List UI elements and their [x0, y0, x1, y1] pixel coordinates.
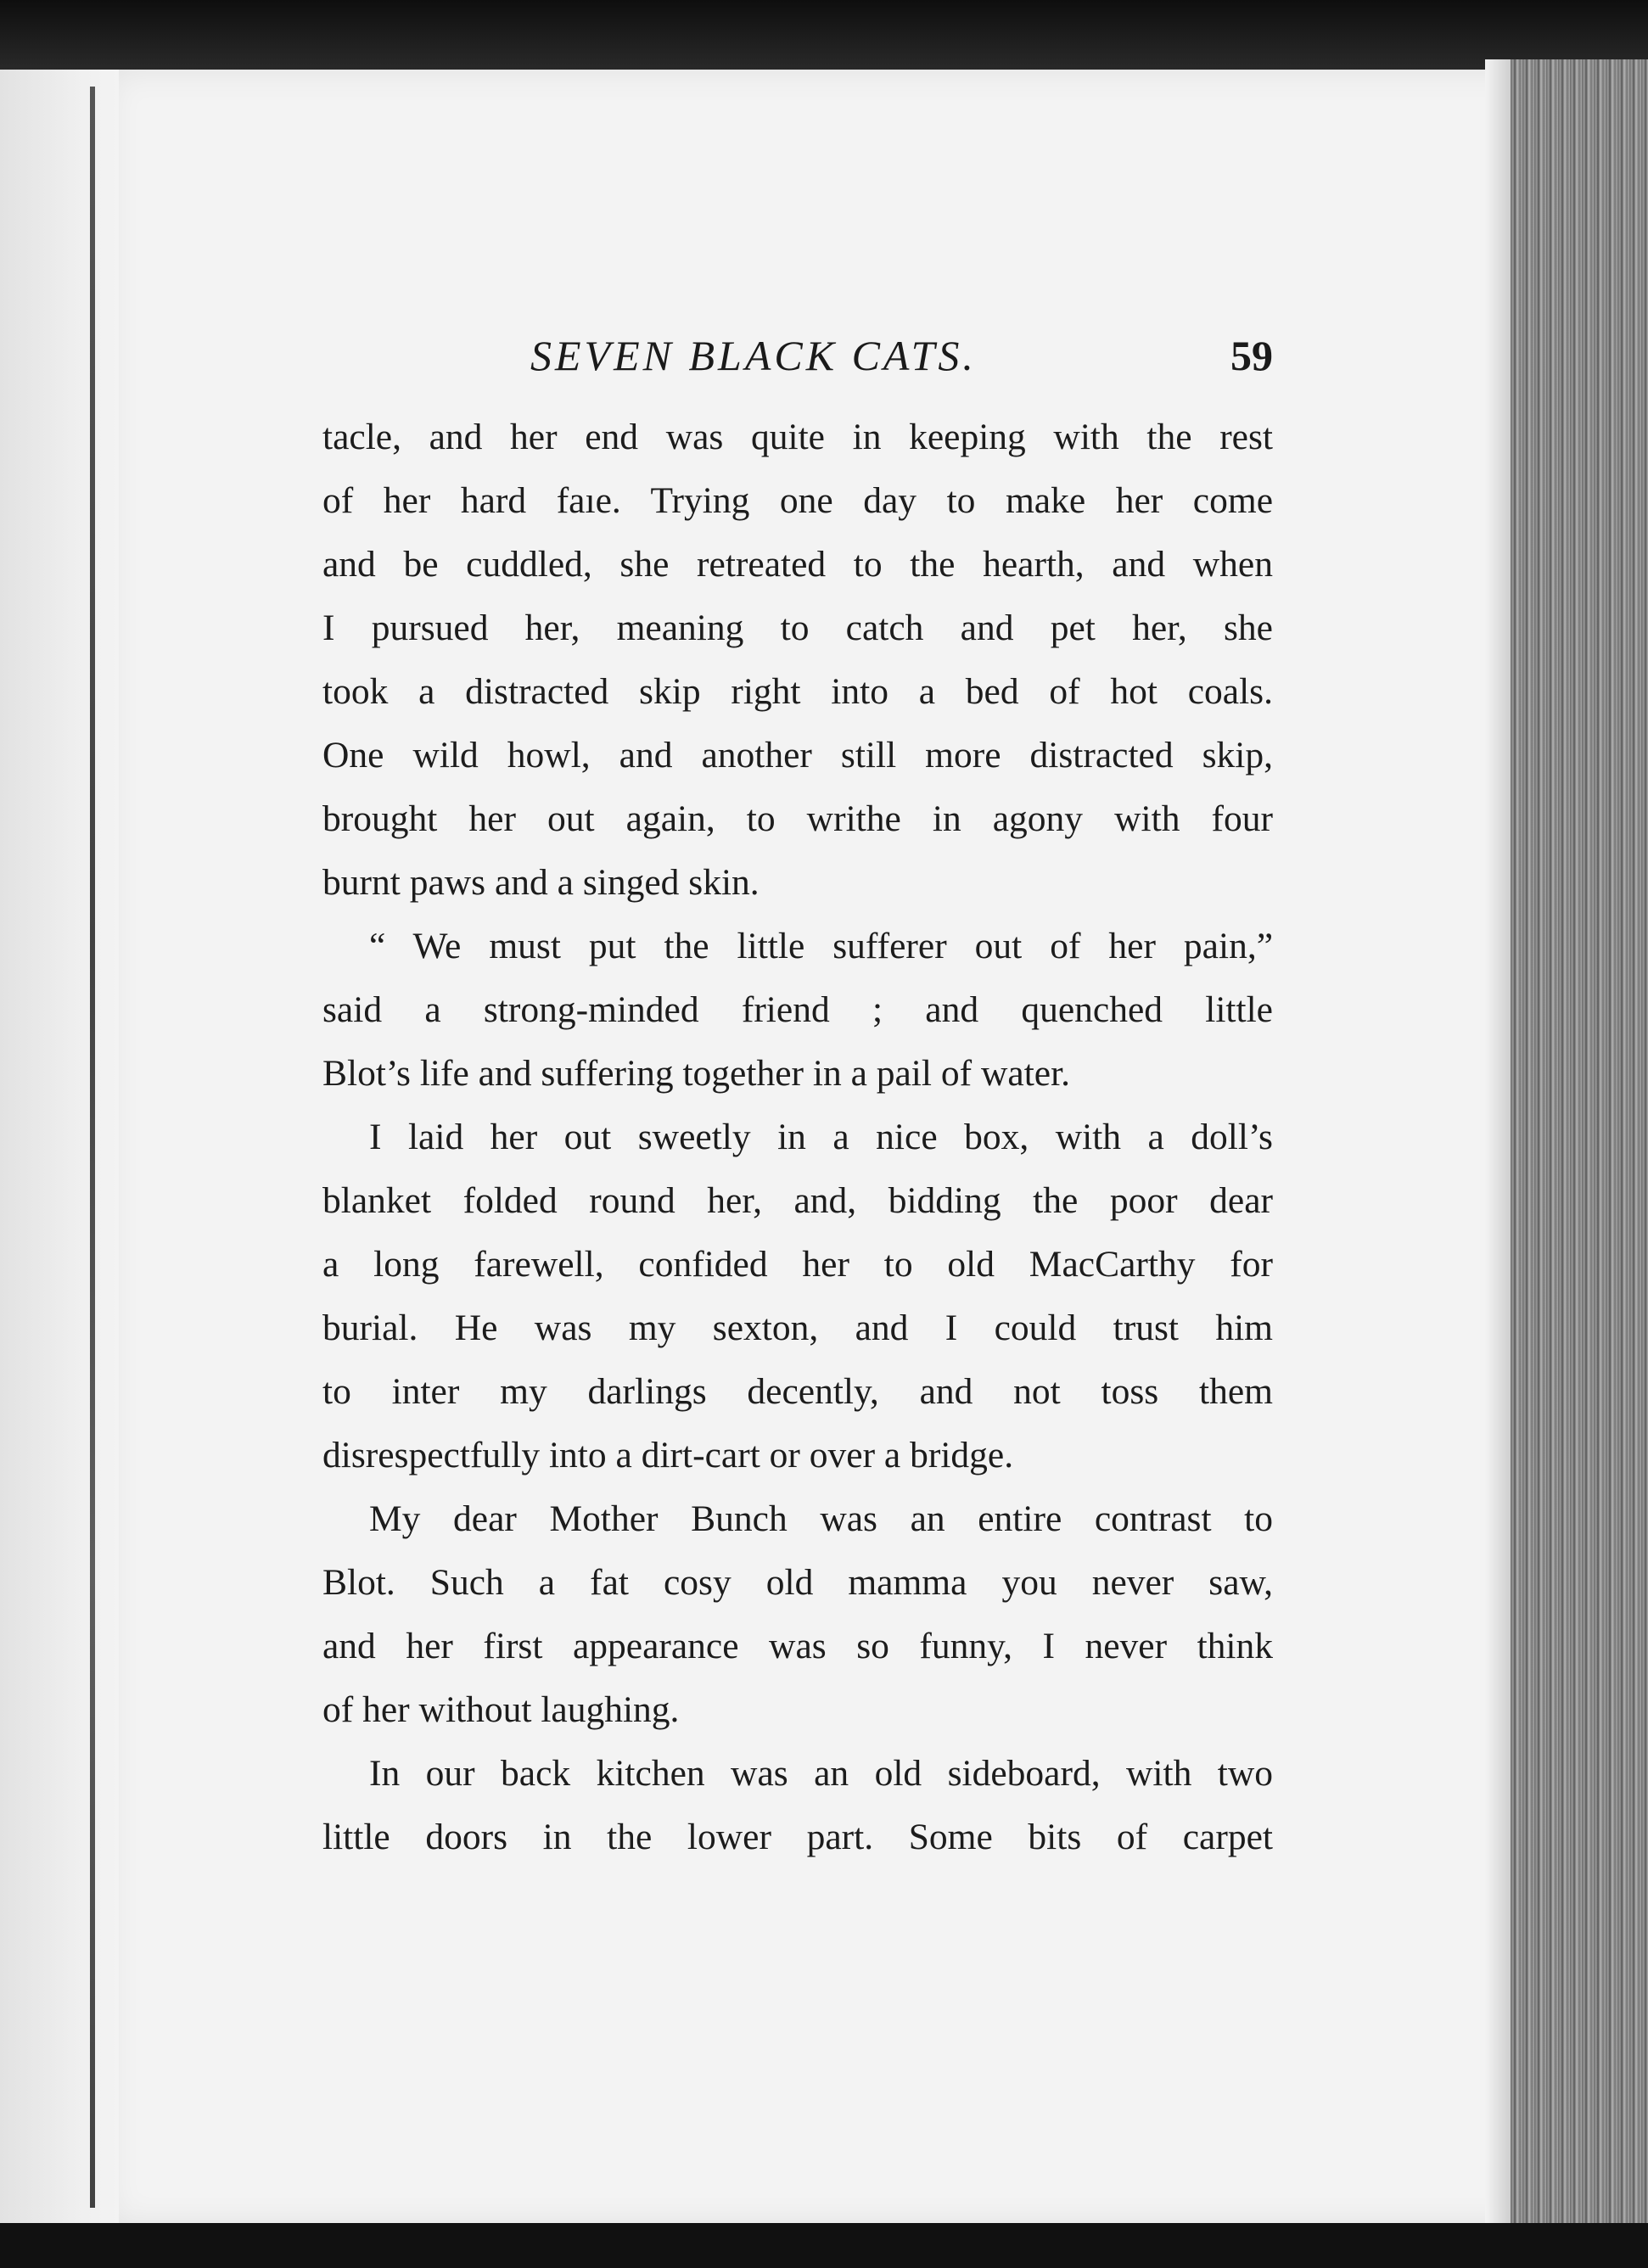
- scan-top-border: [0, 0, 1648, 72]
- text-line: of her without laughing.: [322, 1689, 680, 1730]
- text-line: Blot. Such a fat cosy old mamma you never saw,: [322, 1562, 1273, 1603]
- text-line: burial. He was my sexton, and I could trust him: [322, 1308, 1273, 1348]
- text-line: took a distracted skip right into a bed of hot coals.: [322, 671, 1273, 712]
- text-line: brought her out again, to writhe in agony with four: [322, 798, 1273, 839]
- scan-bottom-border: [0, 2223, 1648, 2268]
- text-line: tacle, and her end was quite in keeping with the rest: [322, 417, 1273, 457]
- text-line: a long farewell, confided her to old MacCarthy for: [322, 1244, 1273, 1285]
- text-line: One wild howl, and another still more distracted skip,: [322, 735, 1273, 776]
- text-line: I laid her out sweetly in a nice box, with a doll’s: [369, 1117, 1273, 1157]
- text-line: to inter my darlings decently, and not toss them: [322, 1371, 1273, 1412]
- text-line: burnt paws and a singed skin.: [322, 862, 760, 903]
- running-title: SEVEN BLACK CATS.: [530, 332, 977, 379]
- page-header: [322, 331, 1273, 390]
- text-line: I pursued her, meaning to catch and pet her, she: [322, 608, 1273, 648]
- text-line: blanket folded round her, and, bidding the poor dear: [322, 1180, 1273, 1221]
- text-line: “ We must put the little sufferer out of her pain,”: [369, 926, 1273, 966]
- text-line: of her hard faıe. Trying one day to make her come: [322, 480, 1273, 521]
- text-line: and her first appearance was so funny, I never think: [322, 1626, 1273, 1666]
- text-line: Blot’s life and suffering together in a pail of water.: [322, 1053, 1071, 1094]
- text-line: little doors in the lower part. Some bits of carpet: [322, 1817, 1273, 1857]
- text-line: and be cuddled, she retreated to the hearth, and when: [322, 544, 1273, 585]
- text-line: In our back kitchen was an old sideboard, with two: [369, 1753, 1273, 1794]
- page-number: 59: [1230, 332, 1273, 379]
- page-edges-right: [1511, 59, 1648, 2232]
- body-text: [322, 406, 1273, 1869]
- text-line: My dear Mother Bunch was an entire contrast to: [369, 1498, 1273, 1539]
- text-line: said a strong-minded friend ; and quenched little: [322, 989, 1273, 1030]
- text-line: disrespectfully into a dirt-cart or over a bridge.: [322, 1435, 1014, 1476]
- book-gutter-left: [0, 70, 119, 2225]
